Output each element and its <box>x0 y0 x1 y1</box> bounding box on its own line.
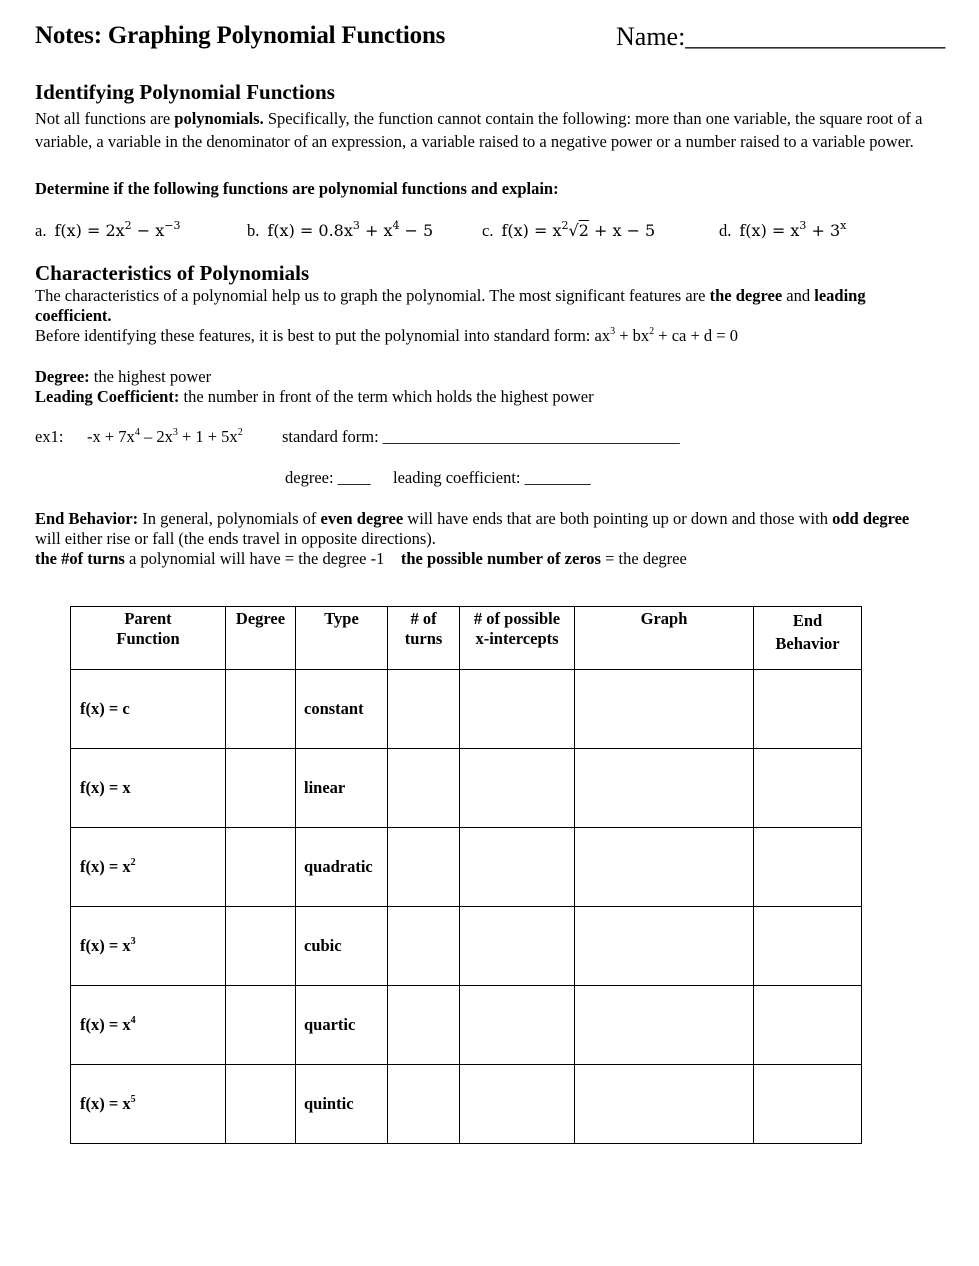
example-b: b. $f(x) = 0.8x^3 + x^4 - 5$ <box>247 219 434 240</box>
header-parent-function: Parent Function <box>71 607 226 670</box>
x-intercepts-cell[interactable] <box>460 986 575 1065</box>
end-behavior-cell[interactable] <box>754 907 862 986</box>
turns-cell[interactable] <box>388 907 460 986</box>
parent-function-cell: f(x) = c <box>71 670 226 749</box>
example-d: d. $f(x) = x^3 + 3^x$ <box>719 219 847 240</box>
end-behavior-cell[interactable] <box>754 986 862 1065</box>
graph-cell[interactable] <box>575 828 754 907</box>
header-end-behavior: End Behavior <box>754 607 862 670</box>
type-cell: quintic <box>296 1065 388 1144</box>
ex1-label: ex1: <box>35 427 64 446</box>
header-x-intercepts: # of possible x-intercepts <box>460 607 575 670</box>
graph-cell[interactable] <box>575 749 754 828</box>
parent-function-cell: $f(x) = x^3$ <box>71 907 226 986</box>
table-row <box>71 670 862 749</box>
parent-function-cell: f(x) = x <box>71 749 226 828</box>
header-turns: # of turns <box>388 607 460 670</box>
ex1-standard-form-blank[interactable]: standard form: ____________________________________ <box>282 427 680 446</box>
table-row <box>71 828 862 907</box>
turns-zeros-text: the #of turns a polynomial will have = the degree -1 the possible number of zeros = the degree <box>35 549 687 568</box>
x-intercepts-cell[interactable] <box>460 1065 575 1144</box>
parent-function-cell: $f(x) = x^2$ <box>71 828 226 907</box>
degree-cell[interactable] <box>226 749 296 828</box>
turns-cell[interactable] <box>388 670 460 749</box>
header-graph: Graph <box>575 607 754 670</box>
turns-cell[interactable] <box>388 749 460 828</box>
degree-cell[interactable] <box>226 828 296 907</box>
example-c: c. $f(x) = x^2√2 + x - 5$ <box>482 219 656 240</box>
header-degree: Degree <box>226 607 296 670</box>
end-behavior-cell[interactable] <box>754 828 862 907</box>
type-cell: cubic <box>296 907 388 986</box>
degree-definition: Degree: the highest power <box>35 367 212 386</box>
x-intercepts-cell[interactable] <box>460 670 575 749</box>
name-field[interactable]: Name:____________________ <box>616 22 946 51</box>
graph-cell[interactable] <box>575 907 754 986</box>
end-behavior-text: End Behavior: In general, polynomials of even degree will have ends that are both pointing up or down and those with odd degree will either rise or fall (the ends travel in opposite directions). <box>35 509 910 548</box>
end-behavior-cell[interactable] <box>754 749 862 828</box>
type-cell: quartic <box>296 986 388 1065</box>
header-type: Type <box>296 607 388 670</box>
x-intercepts-cell[interactable] <box>460 749 575 828</box>
standard-form-text: Before identifying these features, it is best to put the polynomial into standard form: $ax^3 + bx^2$ + ca + d = 0 <box>35 326 738 345</box>
ex1-leading-coefficient-blank[interactable]: leading coefficient: ________ <box>393 468 591 487</box>
x-intercepts-cell[interactable] <box>460 907 575 986</box>
table-row <box>71 1065 862 1144</box>
type-cell: constant <box>296 670 388 749</box>
type-cell: quadratic <box>296 828 388 907</box>
parent-functions-table <box>70 606 862 1144</box>
example-a: a. $f(x) = 2x^2 - x^{-3}$ <box>35 219 181 240</box>
identifying-intro: Not all functions are polynomials. Specifically, the function cannot contain the following: more than one variable, the square root of a variable, a variable in the denominator of an expression, a variable raised to a negative power or a number raised to a variable power. <box>35 109 923 151</box>
table-header-row <box>71 607 862 670</box>
degree-cell[interactable] <box>226 670 296 749</box>
graph-cell[interactable] <box>575 670 754 749</box>
section-heading-characteristics: Characteristics of Polynomials <box>35 261 310 285</box>
turns-cell[interactable] <box>388 986 460 1065</box>
ex1-degree-blank[interactable]: degree: ____ <box>285 468 371 487</box>
x-intercepts-cell[interactable] <box>460 828 575 907</box>
table-row <box>71 749 862 828</box>
ex1-polynomial: $-x + 7x^4 - 2x^3 + 1 + 5x^2$ <box>87 427 243 446</box>
characteristics-intro: The characteristics of a polynomial help us to graph the polynomial. The most significant features are the degree and leading coefficient. <box>35 286 866 325</box>
parent-function-cell: $f(x) = x^5$ <box>71 1065 226 1144</box>
type-cell: linear <box>296 749 388 828</box>
parent-function-cell: $f(x) = x^4$ <box>71 986 226 1065</box>
identifying-instruction: Determine if the following functions are polynomial functions and explain: <box>35 179 559 198</box>
table-row <box>71 907 862 986</box>
graph-cell[interactable] <box>575 1065 754 1144</box>
degree-cell[interactable] <box>226 986 296 1065</box>
leading-coefficient-definition: Leading Coefficient: the number in front of the term which holds the highest power <box>35 387 594 406</box>
turns-cell[interactable] <box>388 1065 460 1144</box>
section-heading-identifying: Identifying Polynomial Functions <box>35 80 335 104</box>
end-behavior-cell[interactable] <box>754 670 862 749</box>
end-behavior-cell[interactable] <box>754 1065 862 1144</box>
table-row <box>71 986 862 1065</box>
graph-cell[interactable] <box>575 986 754 1065</box>
degree-cell[interactable] <box>226 907 296 986</box>
turns-cell[interactable] <box>388 828 460 907</box>
degree-cell[interactable] <box>226 1065 296 1144</box>
page-title: Notes: Graphing Polynomial Functions <box>35 22 446 49</box>
